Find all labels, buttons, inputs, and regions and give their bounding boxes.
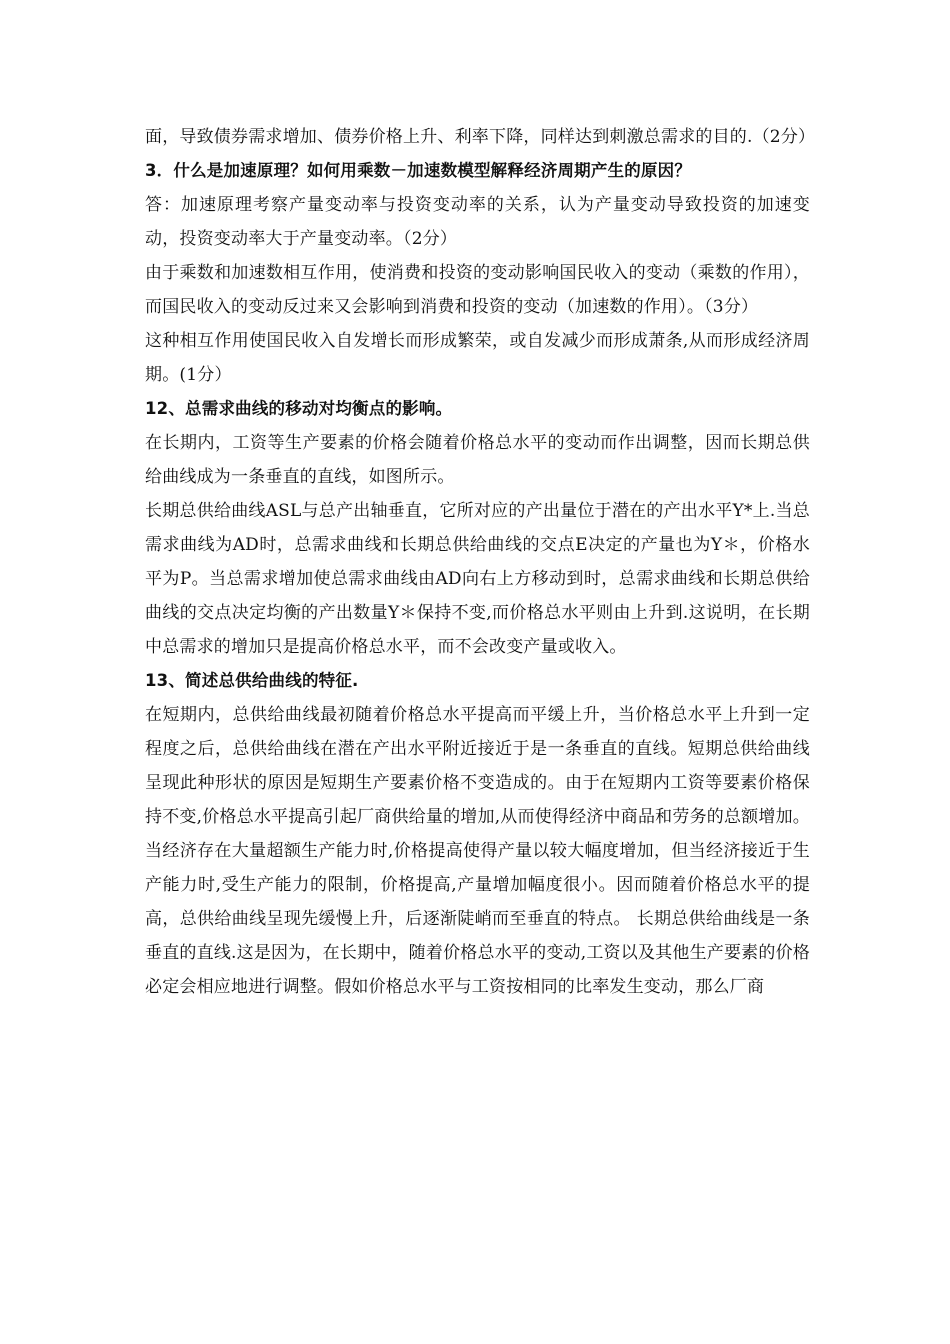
answer-acceleration-principle: 答：加速原理考察产量变动率与投资变动率的关系，认为产量变动导致投资的加速变动，投资变动率大于产量变动率。（2分） <box>145 195 810 249</box>
question-13-heading: 13、简述总供给曲线的特征. <box>145 671 359 690</box>
question-12-heading: 12、总需求曲线的移动对均衡点的影响。 <box>145 399 453 418</box>
paragraph-asl-explanation: 长期总供给曲线ASL与总产出轴垂直，它所对应的产出量位于潜在的产出水平Y*上.当总需求曲线为AD时，总需求曲线和长期总供给曲线的交点E决定的产量也为Y＊，价格水平为P。当总需求增加使总需求曲线由AD向右上方移动到时，总需求曲线和长期总供给曲线的交点决定均衡的产出数量Y＊保持不变,而价格总水平则由上升到.这说明，在长期中总需求的增加只是提高价格总水平，而不会改变产量或收入。 <box>145 501 810 657</box>
paragraph-long-run-supply: 在长期内，工资等生产要素的价格会随着价格总水平的变动而作出调整，因而长期总供给曲线成为一条垂直的直线，如图所示。 <box>145 433 810 487</box>
paragraph-supply-curve-features: 在短期内，总供给曲线最初随着价格总水平提高而平缓上升，当价格总水平上升到一定程度之后，总供给曲线在潜在产出水平附近接近于是一条垂直的直线。短期总供给曲线呈现此种形状的原因是短期生产要素价格不变造成的。由于在短期内工资等要素价格保持不变,价格总水平提高引起厂商供给量的增加,从而使得经济中商品和劳务的总额增加。当经济存在大量超额生产能力时,价格提高使得产量以较大幅度增加，但当经济接近于生产能力时,受生产能力的限制，价格提高,产量增加幅度很小。因而随着价格总水平的提高，总供给曲线呈现先缓慢上升，后逐渐陡峭而至垂直的特点。 长期总供给曲线是一条垂直的直线.这是因为，在长期中，随着价格总水平的变动,工资以及其他生产要素的价格必定会相应地进行调整。假如价格总水平与工资按相同的比率发生变动，那么厂商 <box>145 705 810 997</box>
paragraph-bond-demand: 面，导致债券需求增加、债券价格上升、利率下降，同样达到刺激总需求的目的.（2分） <box>145 127 816 147</box>
document-page <box>145 120 816 1004</box>
paragraph-economic-cycle: 这种相互作用使国民收入自发增长而形成繁荣，或自发减少而形成萧条,从而形成经济周期。(1分） <box>145 331 810 385</box>
question-3-heading: 3．什么是加速原理？如何用乘数－加速数模型解释经济周期产生的原因？ <box>145 161 692 180</box>
paragraph-multiplier-accelerator: 由于乘数和加速数相互作用，使消费和投资的变动影响国民收入的变动（乘数的作用），而国民收入的变动反过来又会影响到消费和投资的变动（加速数的作用）。（3分） <box>145 263 810 317</box>
